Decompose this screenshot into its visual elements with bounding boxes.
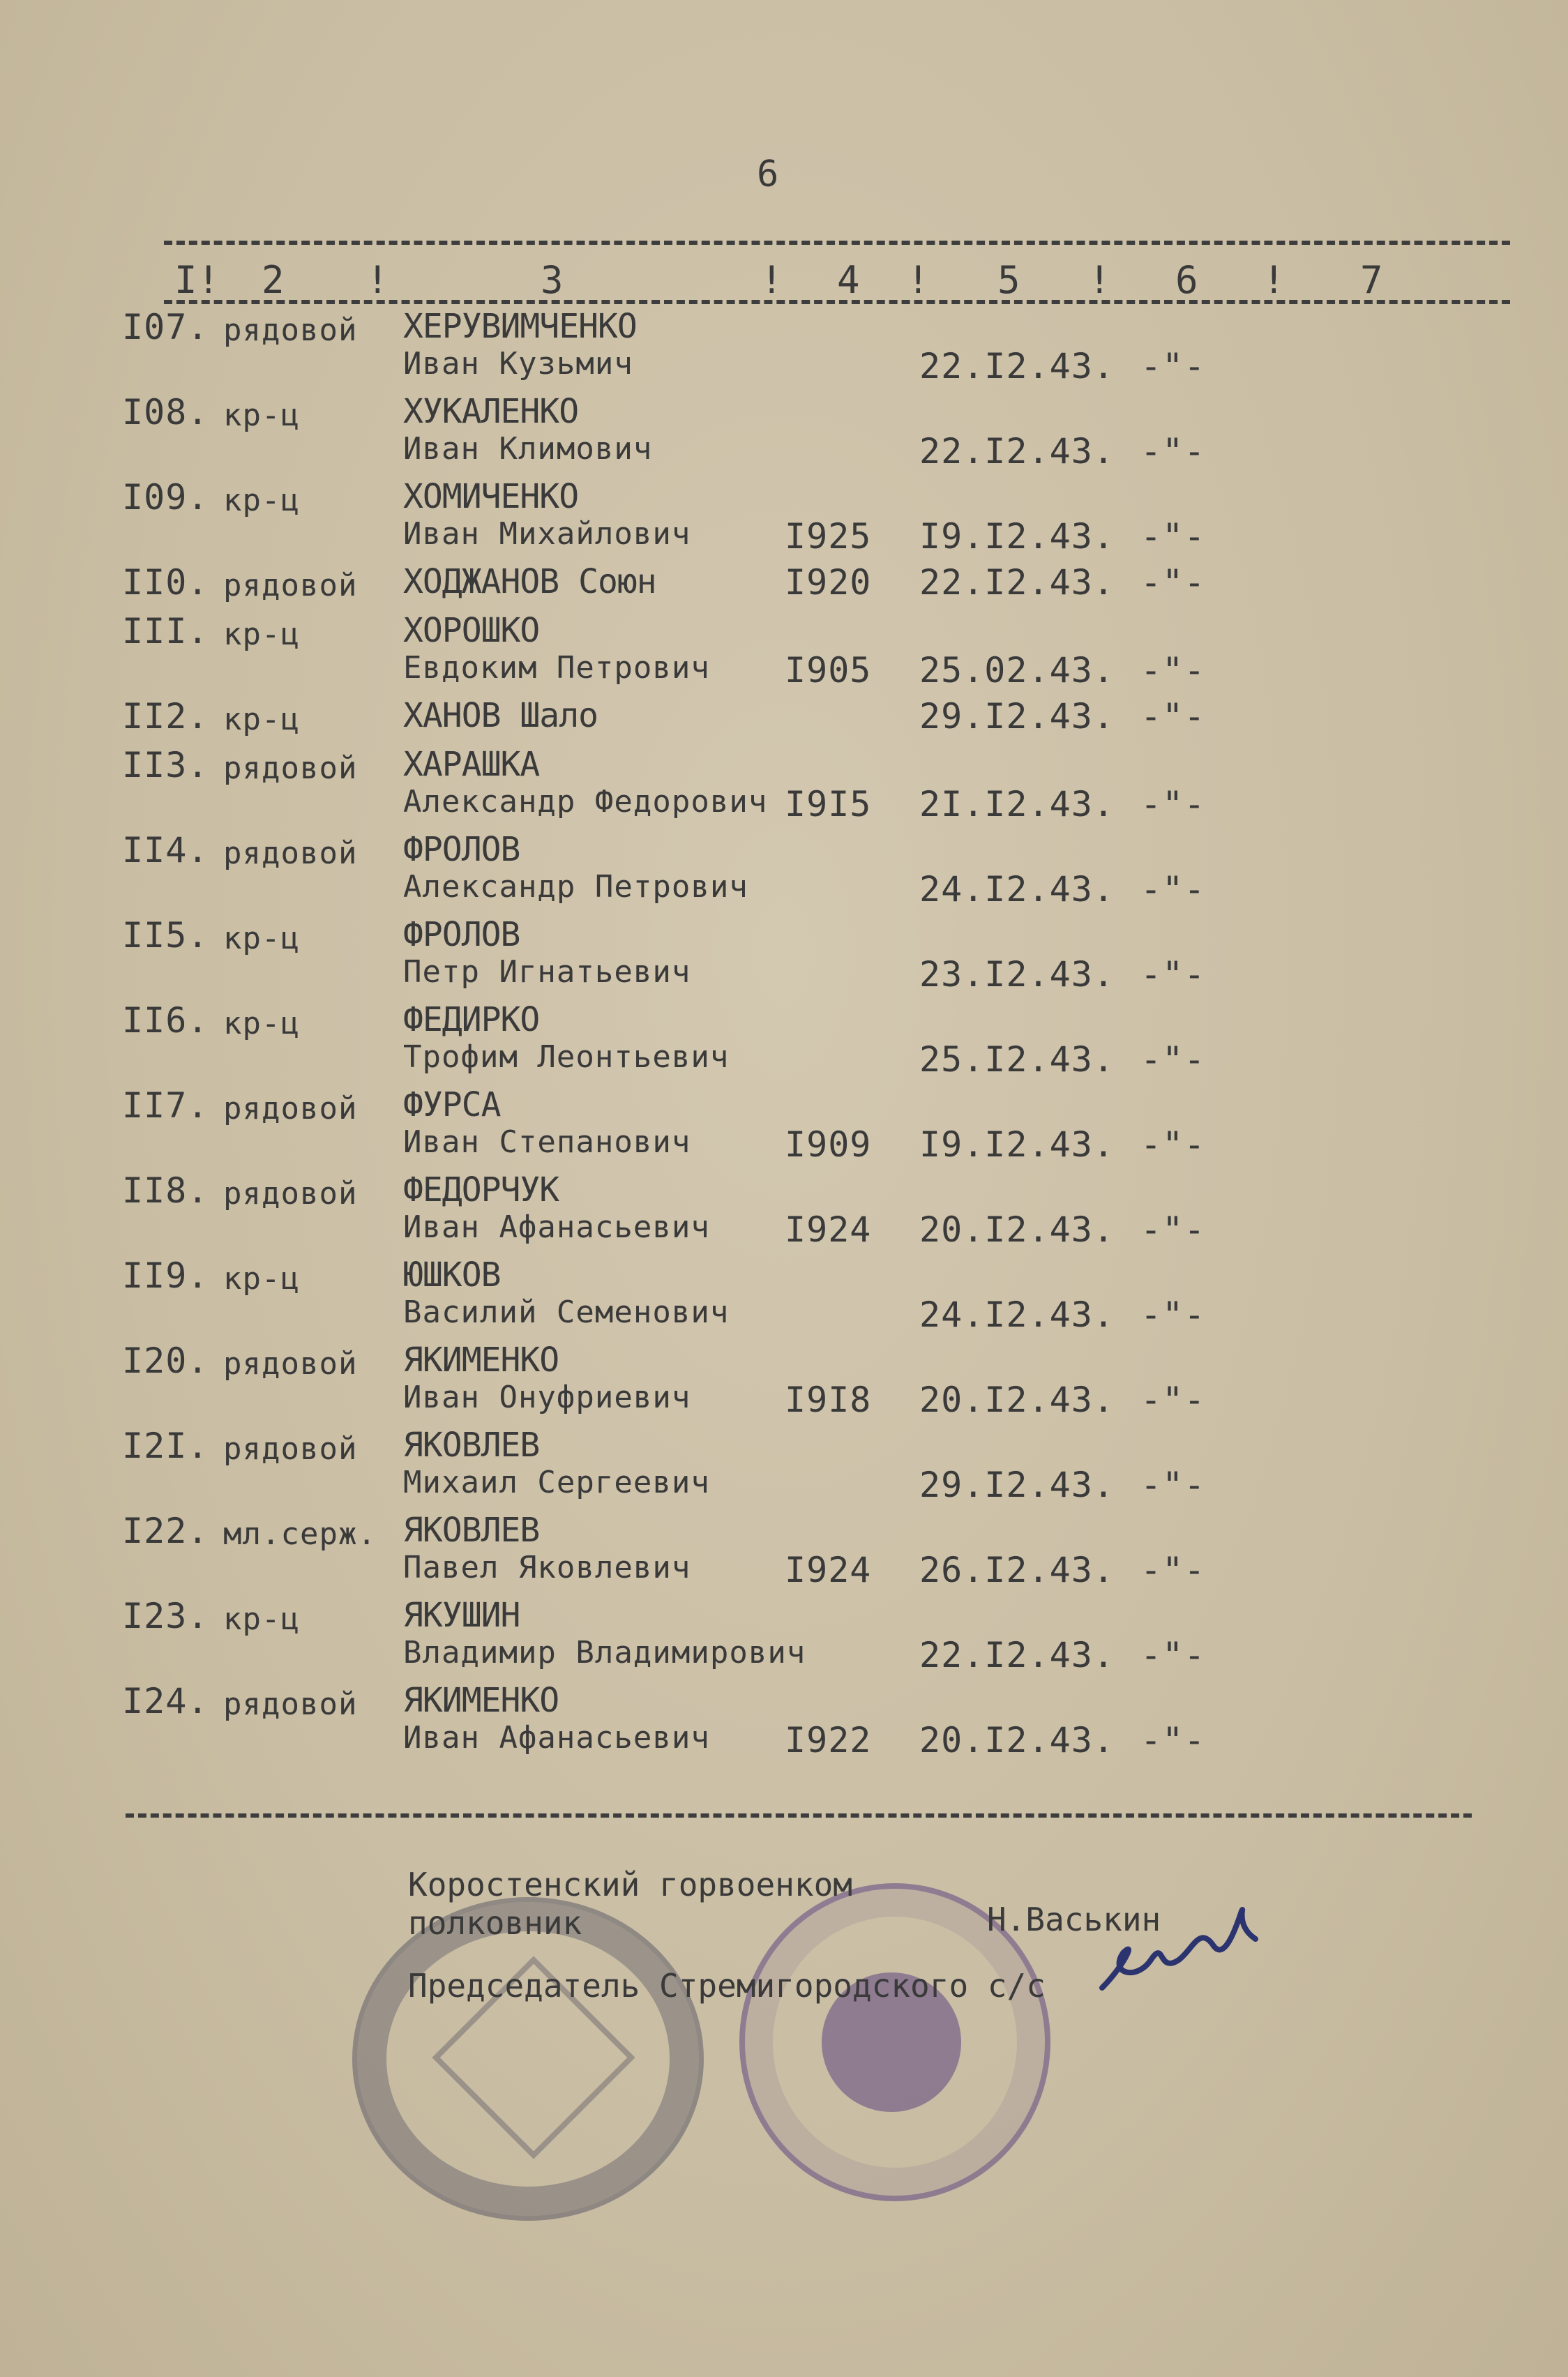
entry-ditto-mark: -"- [1140,1465,1206,1505]
list-item [0,1341,1568,1426]
entry-surname: ХОРОШКО [403,611,540,650]
entry-given-name: Михаил Сергеевич [403,1465,710,1500]
entry-ditto-mark: -"- [1140,869,1206,910]
entry-date: 22.I2.43. [919,346,1115,386]
col-header-sep: ! [760,258,783,302]
list-item [0,611,1568,696]
entry-rank: кр-ц [223,702,300,737]
entry-date: 22.I2.43. [919,1635,1115,1675]
entry-rank: рядовой [223,1091,358,1126]
entry-date: 20.I2.43. [919,1380,1115,1420]
entry-date: 22.I2.43. [919,431,1115,471]
col-header-2: 2 [262,258,285,302]
list-item [0,1426,1568,1511]
entry-birth-year: I924 [785,1550,872,1590]
entry-date: 2I.I2.43. [919,784,1115,824]
signatory-line-2: полковник [408,1904,582,1942]
entry-given-name: Александр Петрович [403,869,748,905]
entry-number: II3. [122,745,209,785]
entry-surname: ФРОЛОВ [403,915,520,954]
col-header-3: 3 [541,258,564,302]
list-item [0,1085,1568,1170]
entry-number: II5. [122,915,209,956]
entry-number: I22. [122,1511,209,1551]
entry-rank: рядовой [223,1176,358,1212]
entry-number: II8. [122,1170,209,1211]
entry-number: III. [122,611,209,651]
list-item [0,1255,1568,1341]
entry-number: I07. [122,307,209,347]
entry-given-name: Евдоким Петрович [403,650,710,686]
entry-date: 20.I2.43. [919,1209,1115,1250]
entry-surname: ЯКОВЛЕВ [403,1426,540,1465]
entry-ditto-mark: -"- [1140,1720,1206,1760]
entry-rank: рядовой [223,568,358,603]
header-bottom-rule [164,300,1510,304]
entry-number: I23. [122,1596,209,1636]
entry-surname: ХЕРУВИМЧЕНКО [403,307,637,346]
entry-given-name: Александр Федорович [403,784,768,820]
entry-surname: ФЕДИРКО [403,1000,540,1039]
entry-given-name: Петр Игнатьевич [403,954,691,990]
entry-given-name: Владимир Владимирович [403,1635,806,1670]
entry-surname: ФУРСА [403,1085,501,1124]
signatory-line-3: Председатель Стремигородского с/с [408,1967,1046,2005]
list-item [0,562,1568,611]
entry-surname: ХАРАШКА [403,745,540,784]
entry-number: I09. [122,477,209,518]
list-item [0,1511,1568,1596]
col-header-sep: ! [1262,258,1286,302]
entry-surname: ЯКУШИН [403,1596,520,1635]
entry-birth-year: I920 [785,562,872,603]
entry-birth-year: I925 [785,516,872,557]
entry-ditto-mark: -"- [1140,784,1206,824]
entry-rank: кр-ц [223,398,300,433]
entry-date: I9.I2.43. [919,1124,1115,1165]
entry-birth-year: I9I5 [785,784,872,824]
entry-birth-year: I924 [785,1209,872,1250]
entry-surname: ЯКИМЕНКО [403,1341,559,1380]
entry-ditto-mark: -"- [1140,1039,1206,1080]
col-header-sep: ! [907,258,930,302]
list-item [0,1681,1568,1766]
signatory-name: Н.Васькин [987,1901,1161,1938]
list-item [0,1596,1568,1681]
entry-number: I24. [122,1681,209,1721]
entry-surname: ХАНОВ Шало [403,696,598,735]
col-header-sep: ! [366,258,389,302]
entry-given-name: Трофим Леонтьевич [403,1039,730,1075]
entry-date: 20.I2.43. [919,1720,1115,1760]
entry-number: I2I. [122,1426,209,1466]
col-header-6: 6 [1175,258,1198,302]
entry-ditto-mark: -"- [1140,1124,1206,1165]
entry-number: II4. [122,830,209,870]
entry-rank: кр-ц [223,1006,300,1041]
entry-birth-year: I9I8 [785,1380,872,1420]
entry-date: 29.I2.43. [919,1465,1115,1505]
list-item [0,1170,1568,1255]
entry-birth-year: I905 [785,650,872,691]
entry-ditto-mark: -"- [1140,1209,1206,1250]
entry-given-name: Иван Кузьмич [403,346,633,382]
entry-ditto-mark: -"- [1140,431,1206,471]
col-header-1: I! [174,258,220,302]
col-header-7: 7 [1360,258,1383,302]
entry-rank: рядовой [223,312,358,348]
entry-birth-year: I909 [785,1124,872,1165]
entry-date: 22.I2.43. [919,562,1115,603]
entry-number: II9. [122,1255,209,1296]
entry-rank: рядовой [223,1431,358,1467]
entry-rank: рядовой [223,1686,358,1722]
entry-date: 29.I2.43. [919,696,1115,737]
entry-rank: кр-ц [223,483,300,518]
entry-ditto-mark: -"- [1140,954,1206,995]
entry-rank: кр-ц [223,1601,300,1637]
entry-given-name: Василий Семенович [403,1295,730,1330]
entry-given-name: Иван Афанасьевич [403,1720,710,1756]
entry-rank: рядовой [223,836,358,871]
entry-ditto-mark: -"- [1140,1550,1206,1590]
entry-date: 24.I2.43. [919,869,1115,910]
personnel-list [0,307,1568,1766]
header-top-rule [164,241,1510,245]
table-bottom-rule [126,1813,1472,1818]
handwritten-signature-icon [1095,1883,1262,2009]
list-item [0,915,1568,1000]
entry-surname: ХОМИЧЕНКО [403,477,579,516]
entry-surname: ФРОЛОВ [403,830,520,869]
entry-rank: кр-ц [223,921,300,956]
entry-given-name: Иван Михайлович [403,516,691,552]
list-item [0,745,1568,830]
entry-number: I20. [122,1341,209,1381]
page-number: 6 [757,153,779,195]
entry-rank: кр-ц [223,617,300,652]
list-item [0,307,1568,392]
entry-given-name: Иван Степанович [403,1124,691,1160]
entry-number: II6. [122,1000,209,1041]
entry-rank: мл.серж. [223,1516,377,1552]
entry-ditto-mark: -"- [1140,1635,1206,1675]
entry-ditto-mark: -"- [1140,516,1206,557]
entry-date: 24.I2.43. [919,1295,1115,1335]
entry-given-name: Иван Онуфриевич [403,1380,691,1415]
entry-ditto-mark: -"- [1140,1380,1206,1420]
entry-given-name: Иван Афанасьевич [403,1209,710,1245]
entry-ditto-mark: -"- [1140,1295,1206,1335]
entry-surname: ЯКОВЛЕВ [403,1511,540,1550]
entry-date: 23.I2.43. [919,954,1115,995]
entry-ditto-mark: -"- [1140,562,1206,603]
entry-rank: кр-ц [223,1261,300,1297]
entry-ditto-mark: -"- [1140,650,1206,691]
round-seal-diamond-icon [352,1897,704,2221]
entry-date: 25.I2.43. [919,1039,1115,1080]
col-header-4: 4 [837,258,860,302]
col-header-sep: ! [1088,258,1111,302]
signatory-line-1: Коростенский горвоенком [408,1866,852,1903]
list-item [0,830,1568,915]
entry-surname: ЯКИМЕНКО [403,1681,559,1720]
entry-date: 25.02.43. [919,650,1115,691]
entry-number: I08. [122,392,209,432]
list-item [0,1000,1568,1085]
entry-rank: рядовой [223,1346,358,1382]
entry-number: II2. [122,696,209,737]
entry-date: I9.I2.43. [919,516,1115,557]
entry-ditto-mark: -"- [1140,346,1206,386]
entry-ditto-mark: -"- [1140,696,1206,737]
entry-number: II7. [122,1085,209,1126]
entry-surname: ХОДЖАНОВ Союн [403,562,656,601]
entry-surname: ЮШКОВ [403,1255,501,1295]
entry-surname: ФЕДОРЧУК [403,1170,559,1209]
entry-birth-year: I922 [785,1720,872,1760]
entry-given-name: Иван Климович [403,431,653,467]
entry-rank: рядовой [223,750,358,786]
list-item [0,392,1568,477]
list-item [0,696,1568,745]
col-header-5: 5 [997,258,1020,302]
entry-surname: ХУКАЛЕНКО [403,392,579,431]
entry-number: II0. [122,562,209,603]
entry-given-name: Павел Яковлевич [403,1550,691,1585]
list-item [0,477,1568,562]
entry-date: 26.I2.43. [919,1550,1115,1590]
